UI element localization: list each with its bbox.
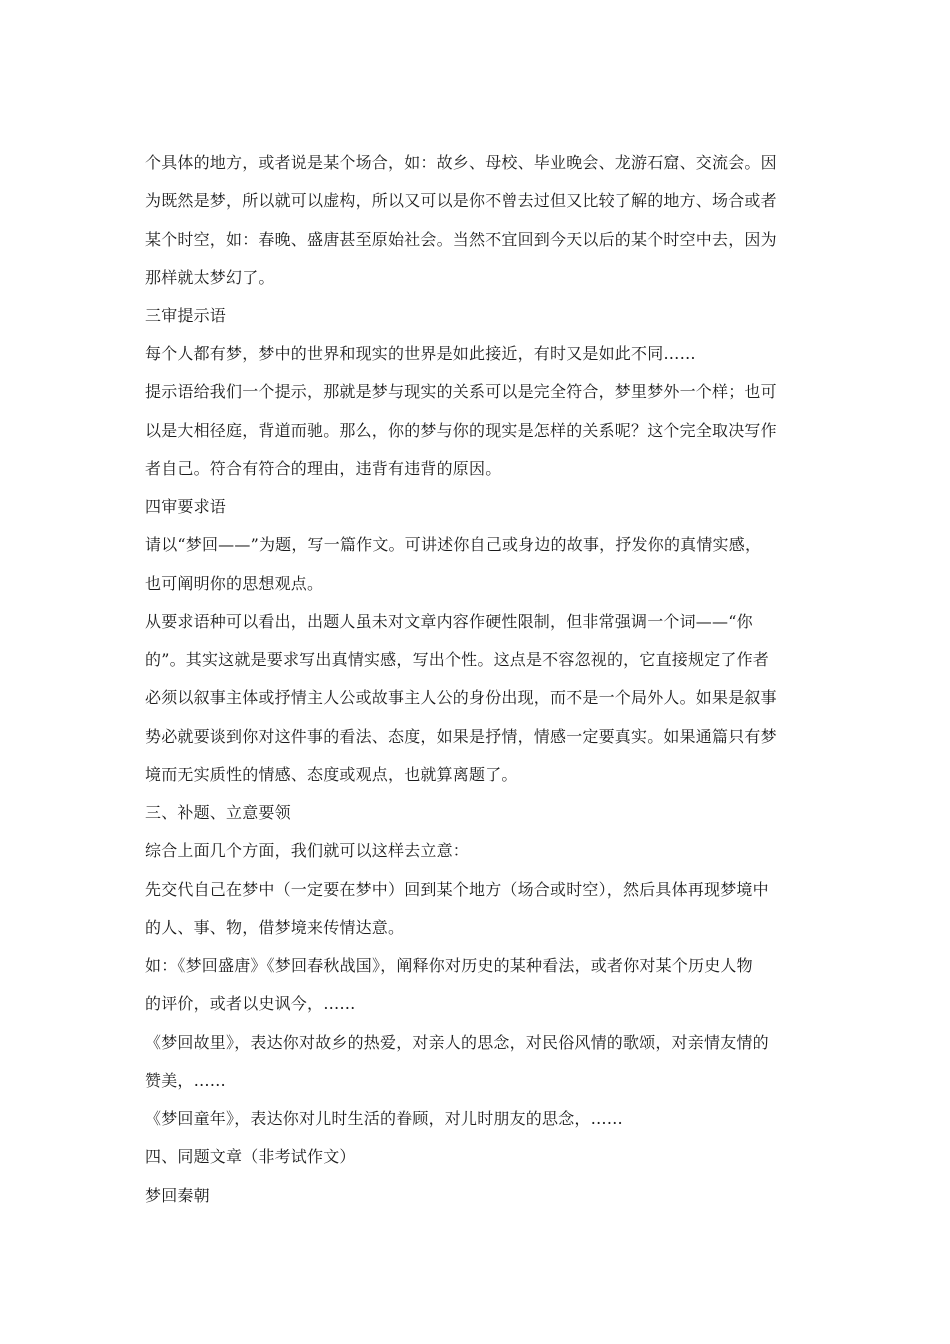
text-line: 势必就要谈到你对这件事的看法、态度，如果是抒情，情感一定要真实。如果通篇只有梦 [145, 727, 777, 746]
text-line: 的”。其实这就是要求写出真情实感，写出个性。这点是不容忽视的，它直接规定了作者 [145, 650, 769, 669]
text-line: 《梦回故里》，表达你对故乡的热爱，对亲人的思念，对民俗风情的歌颂，对亲情友情的 [145, 1033, 769, 1052]
text-line: 以是大相径庭，背道而驰。那么，你的梦与你的现实是怎样的关系呢？这个完全取决写作 [145, 421, 777, 440]
text-line: 《梦回童年》，表达你对儿时生活的眷顾，对儿时朋友的思念，…… [145, 1109, 624, 1128]
text-line: 必须以叙事主体或抒情主人公或故事主人公的身份出现，而不是一个局外人。如果是叙事 [145, 688, 777, 707]
text-line: 每个人都有梦，梦中的世界和现实的世界是如此接近，有时又是如此不同…… [145, 344, 696, 363]
text-line: 者自己。符合有符合的理由，违背有违背的原因。 [145, 459, 502, 478]
text-line: 那样就太梦幻了。 [145, 268, 275, 287]
text-line: 如：《梦回盛唐》《梦回春秋战国》，阐释你对历史的某种看法，或者你对某个历史人物 [145, 956, 753, 975]
text-line: 综合上面几个方面，我们就可以这样去立意： [145, 841, 470, 860]
text-line: 提示语给我们一个提示，那就是梦与现实的关系可以是完全符合，梦里梦外一个样；也可 [145, 382, 777, 401]
text-line: 个具体的地方，或者说是某个场合，如：故乡、母校、毕业晚会、龙游石窟、交流会。因 [145, 153, 777, 172]
section-heading: 三审提示语 [145, 306, 227, 325]
text-line: 境而无实质性的情感、态度或观点，也就算离题了。 [145, 765, 518, 784]
text-line: 请以“梦回——”为题，写一篇作文。可讲述你自己或身边的故事，抒发你的真情实感， [145, 535, 762, 554]
text-line: 的人、事、物，借梦境来传情达意。 [145, 918, 405, 937]
text-line: 先交代自己在梦中（一定要在梦中）回到某个地方（场合或时空），然后具体再现梦境中 [145, 880, 769, 899]
section-heading: 四审要求语 [145, 497, 227, 516]
article-title: 梦回秦朝 [145, 1186, 210, 1205]
text-line: 从要求语种可以看出，出题人虽未对文章内容作硬性限制，但非常强调一个词——“你 [145, 612, 753, 631]
text-line: 为既然是梦，所以就可以虚构，所以又可以是你不曾去过但又比较了解的地方、场合或者 [145, 191, 777, 210]
section-heading: 四、同题文章（非考试作文） [145, 1147, 356, 1166]
text-line: 的评价，或者以史讽今，…… [145, 994, 356, 1013]
text-line: 赞美，…… [145, 1071, 227, 1090]
text-line: 也可阐明你的思想观点。 [145, 574, 324, 593]
section-heading: 三、补题、立意要领 [145, 803, 291, 822]
text-line: 某个时空，如：春晚、盛唐甚至原始社会。当然不宜回到今天以后的某个时空中去，因为 [145, 230, 777, 249]
